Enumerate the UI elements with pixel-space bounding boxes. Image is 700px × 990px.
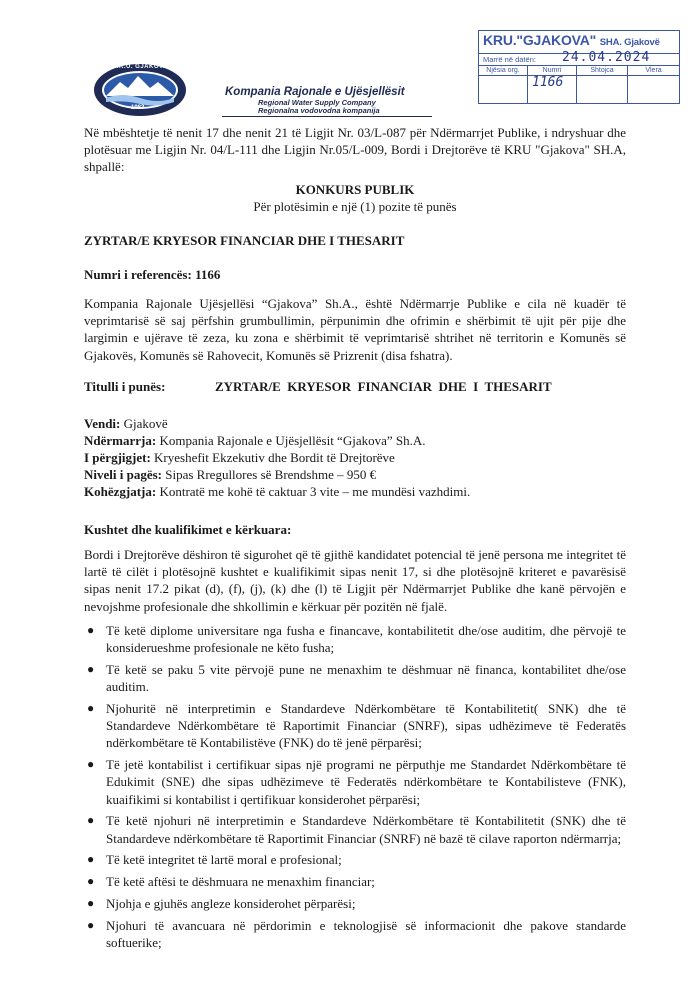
- stamp-cell-value: Vlera: [628, 66, 679, 103]
- list-item: ● Të ketë njohuri në interpretimin e Standardeve Ndërkombëtare të Kontabilitetit (SNK) dhe të Standardeve ndërkombëtare të Raportimit Financiar (SNRF) në bazë të cilave raporton ndërmarrja;: [87, 813, 626, 846]
- job-title-label: Titulli i punës:: [84, 379, 166, 394]
- requirements-intro: Bordi i Drejtorëve dëshiron të sigurohet që të gjithë kandidatet potencial të jenë persona me integritet të lartë të cilët i plotësojnë kushtet e kualifikimit sipas nenit 17, si dhe plotësojnë kriteret e pavarësisë sipas nenit 17.2 pikat (d), (f), (j), (k) dhe (l) të Ligjit për Ndërmarrjet Publike dhe kanë përvojën e nevojshme profesionale dhe shkollimin e kërkuar për pozitën në fjalë.: [84, 547, 626, 614]
- bullet-icon: ●: [87, 917, 95, 932]
- registration-stamp: [478, 30, 680, 104]
- list-item: ● Njohuritë në interpretimin e Standardeve Ndërkombëtare të Kontabilitetit( SNK) dhe të Standardeve Ndërkombëtare të Raportimit Financiar (SNRF), sipas udhëzimeve të Federatës ndërkombëtare të Kontabilistëve (FNK) do të jenë përparësi;: [87, 701, 626, 751]
- list-item: ● Të jetë kontabilist i certifikuar sipas një programi ne përputhje me Standardet Ndërkombëtare të Edukimit (SNE) dhe sipas udhëzimeve të Federatës ndërkombëtare te Kontabilisteve (FNK), kuaifikimi si kontabilist i qertifikuar konsiderohet përparësi;: [87, 757, 626, 807]
- job-title-value: ZYRTAR/E KRYESOR FINANCIAR DHE I THESARIT: [215, 379, 552, 394]
- position-heading: ZYRTAR/E KRYESOR FINANCIAR DHE I THESARIT: [84, 233, 405, 248]
- reference-number: [84, 267, 220, 283]
- stamp-title: KRU."GJAKOVA" SHA. Gjakovë: [483, 32, 660, 48]
- detail-company: Ndërmarrja: Kompania Rajonale e Ujësjellësit “Gjakova” Sh.A.: [84, 433, 426, 448]
- detail-reports-to: I përgjigjet: Kryeshefit Ekzekutiv dhe Bordit të Drejtorëve: [84, 450, 395, 465]
- reference-label: Numri i referencës:: [84, 267, 192, 282]
- detail-location: Vendi: Gjakovë: [84, 416, 168, 431]
- list-item: ● Njohja e gjuhës angleze konsiderohet përparësi;: [87, 896, 356, 911]
- stamp-date-value: 24.04.2024: [562, 50, 651, 65]
- bullet-icon: ●: [87, 623, 95, 637]
- job-title-row: [84, 379, 165, 395]
- list-item: ● Të ketë se paku 5 vite përvojë pune ne menaxhim te dëshmuar në financa, kontabilitet dhe/ose auditim.: [87, 662, 626, 695]
- bullet-icon: ●: [87, 874, 95, 889]
- bullet-icon: ●: [87, 852, 95, 867]
- company-description: Kompania Rajonale Ujësjellësi “Gjakova” Sh.A., është Ndërmarrje Publike e cila në kuadër të veprimtarisë së saj përfshin grumbullimin, përpunimin dhe ofrimin e shërbimit të ujit për pije dhe largimin e ujërave të zeza, ku zona e shërbimit të veprimtarisë shtrihet në territorin e Komunës së Gjakovës, Komunës së Rahovecit, Komunës së Prizrenit (disa fshatra).: [84, 296, 626, 363]
- list-item: ● Njohuri të avancuara në përdorimin e teknologjisë së informacionit dhe pakove standarde softuerike;: [87, 917, 626, 950]
- company-name-sr: Regionalna vodovodna kompanija: [258, 106, 380, 115]
- intro-paragraph: Në mbështetje të nenit 17 dhe nenit 21 të Ligjit Nr. 03/L-087 për Ndërmarrjet Publike, i ndryshuar dhe plotësuar me Ligjin Nr. 04/L-111 dhe Ligjin Nr.05/L-009, Bordi i Drejtorëve të KRU "Gjakova" SH.A, shpallë:: [84, 125, 626, 175]
- bullet-icon: ●: [87, 662, 95, 676]
- stamp-grid: [479, 65, 679, 103]
- announcement-title: KONKURS PUBLIK: [295, 182, 415, 197]
- logo-year: 1983: [131, 105, 145, 111]
- logo-text-top: K.R.U. GJAKOVA: [112, 64, 168, 70]
- company-name-en: Regional Water Supply Company: [258, 98, 376, 107]
- requirements-list: [84, 622, 626, 956]
- detail-salary: Niveli i pagës: Sipas Rregullores së Brendshme – 950 €: [84, 467, 377, 482]
- list-item: ● Të ketë diplome universitare nga fusha e financave, kontabilitetit dhe/ose auditim, dhe përvojë te konsiderueshme profesionale ne këto fusha;: [87, 623, 626, 656]
- detail-duration: Kohëzgjatja: Kontratë me kohë të caktuar 3 vite – me mundësi vazhdimi.: [84, 484, 471, 499]
- bullet-icon: ●: [87, 701, 95, 715]
- requirements-heading: Kushtet dhe kualifikimet e kërkuara:: [84, 522, 292, 537]
- list-item: ● Të ketë integritet të lartë moral e profesional;: [87, 852, 342, 868]
- stamp-cell-number: Numri: [528, 66, 577, 103]
- bullet-icon: ●: [87, 896, 95, 910]
- announcement-subtitle: Për plotësimin e një (1) pozite të punës: [253, 199, 457, 214]
- stamp-date-label: Marrë në datën:: [483, 55, 536, 64]
- bullet-icon: ●: [87, 757, 95, 772]
- stamp-cell-org: Njësia org.: [479, 66, 528, 103]
- bullet-icon: ●: [87, 813, 95, 828]
- stamp-cell-attachment: Shtojca: [577, 66, 628, 103]
- company-name: Kompania Rajonale e Ujësjellësit: [225, 86, 405, 98]
- list-item: ● Të ketë aftësi te dëshmuara ne menaxhim financiar;: [87, 874, 375, 890]
- reference-value: 1166: [195, 267, 221, 282]
- stamp-number: 1166: [532, 75, 564, 90]
- header-divider: [222, 116, 432, 117]
